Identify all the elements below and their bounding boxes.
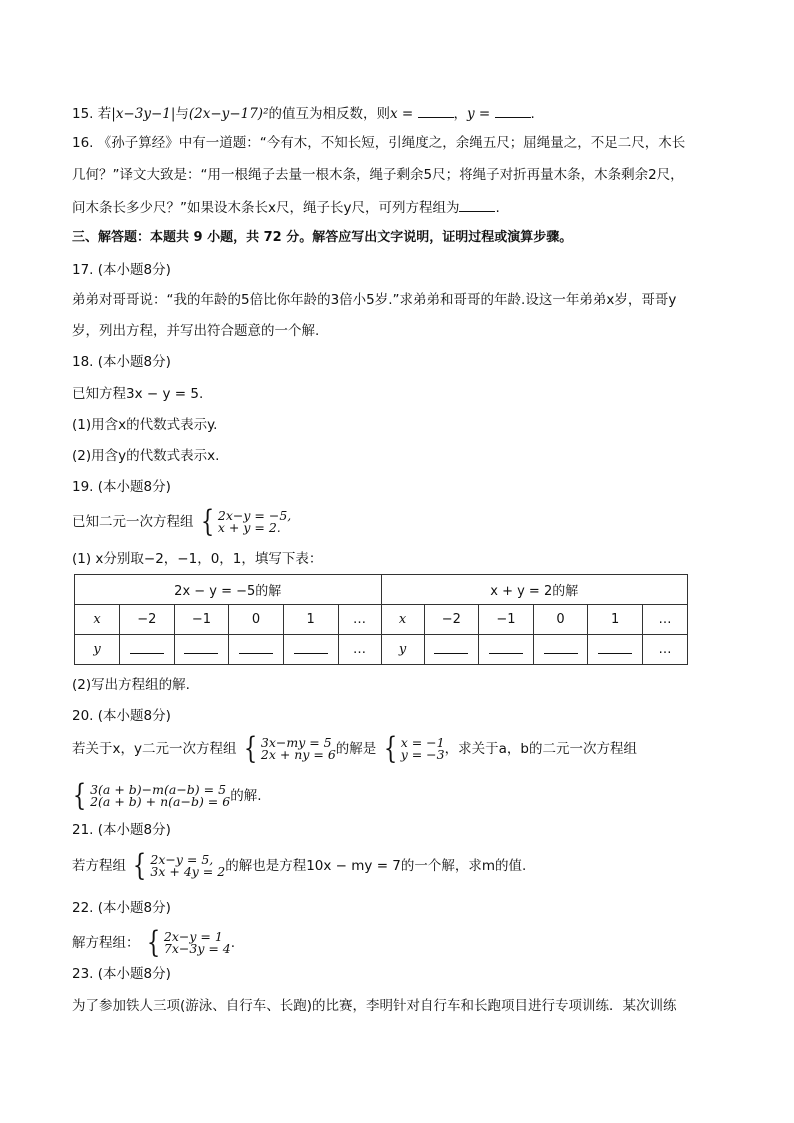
q19-eq2: x + y = 2. xyxy=(217,520,281,535)
q16-end: . xyxy=(495,200,500,216)
q15-suffix: 的值互为相反数，则 xyxy=(268,106,390,122)
q20-eq2: 2x + ny = 6 xyxy=(260,747,336,762)
brace-icon: { xyxy=(200,504,215,539)
q17-header: 17. (本小题8分) xyxy=(72,262,171,278)
q21-header: 21. (本小题8分) xyxy=(72,822,171,838)
q19-header: 19. (本小题8分) xyxy=(72,479,171,495)
table-row-x xyxy=(75,605,688,635)
table-row-y xyxy=(75,635,688,665)
answer-blank xyxy=(239,641,273,654)
q21-eq1: 2x−y = 5, xyxy=(150,852,214,867)
section3-heading: 三、解答题：本题共 9 小题，共 72 分。解答应写出文字说明，证明过程或演算步骤。 xyxy=(72,230,573,245)
q22-system xyxy=(144,925,231,960)
table-x-label: x xyxy=(75,605,120,635)
table-blank-cell xyxy=(424,635,479,665)
q18-header: 18. (本小题8分) xyxy=(72,354,171,370)
brace-icon: { xyxy=(383,731,397,766)
q15-x-eq: x = xyxy=(389,106,414,122)
q20-end: 的解. xyxy=(230,788,262,804)
q15-sq-expr: (2x−y−17)² xyxy=(188,106,269,122)
q19-intro: 已知二元一次方程组 xyxy=(72,514,194,530)
q15-y-eq: y = xyxy=(467,106,491,122)
q20-intro: 若关于x，y二元一次方程组 xyxy=(72,741,237,757)
q20-solution xyxy=(381,731,445,766)
q20-sol1: x = −1 xyxy=(400,735,445,750)
q20-tail: ，求关于a，b的二元一次方程组 xyxy=(444,741,637,757)
answer-blank xyxy=(130,641,164,654)
q17-line2: 岁，列出方程，并写出符合题意的一个解. xyxy=(72,323,320,339)
table-blank-cell xyxy=(174,635,229,665)
q15-end: . xyxy=(530,106,535,122)
q15-y-blank xyxy=(495,103,531,118)
q22-line1 xyxy=(72,925,236,960)
q15-prefix: 15. 若 xyxy=(72,106,112,122)
table-header-row xyxy=(75,575,688,605)
q20-eq1: 3x−my = 5 xyxy=(260,735,332,750)
table-blank-cell xyxy=(533,635,588,665)
q17-line1: 弟弟对哥哥说：“我的年龄的5倍比你年龄的3倍小5岁.”求弟弟和哥哥的年龄.设这一年弟弟x岁，哥哥y xyxy=(72,292,677,308)
q21-intro: 若方程组 xyxy=(72,858,126,874)
answer-blank xyxy=(489,641,523,654)
table-cell: −2 xyxy=(120,605,175,635)
q16-line1: 16. 《孙子算经》中有一道题：“今有木，不知长短，引绳度之，余绳五尺；屈绳量之，不足二尺，木长 xyxy=(72,135,686,151)
table-cell: 0 xyxy=(229,605,284,635)
q16-blank xyxy=(459,197,495,212)
q15-abs-expr: |x−3y−1| xyxy=(111,106,176,122)
q20-eq4: 2(a + b) + n(a−b) = 6 xyxy=(90,794,231,809)
q18-part2: (2)用含y的代数式表示x. xyxy=(72,448,220,464)
q22-eq2: 7x−3y = 4 xyxy=(163,941,231,956)
q21-line1 xyxy=(72,848,527,883)
q16-line3 xyxy=(72,197,500,218)
q19-table xyxy=(74,574,688,665)
table-cell: −1 xyxy=(174,605,229,635)
q23-header: 23. (本小题8分) xyxy=(72,966,171,982)
q21-tail: 的解也是方程10x − my = 7的一个解，求m的值. xyxy=(225,858,527,874)
q20-line2 xyxy=(70,778,262,813)
brace-icon: { xyxy=(72,778,87,813)
q19-part2: (2)写出方程组的解. xyxy=(72,677,190,693)
answer-blank xyxy=(294,641,328,654)
q22-eq1: 2x−y = 1 xyxy=(163,929,223,944)
q19-eq1: 2x−y = −5, xyxy=(217,508,292,523)
table-blank-cell xyxy=(120,635,175,665)
table-cell: … xyxy=(338,635,381,665)
answer-blank xyxy=(184,641,218,654)
table-cell: 1 xyxy=(588,605,643,635)
brace-icon: { xyxy=(243,731,258,766)
q19-intro-line xyxy=(72,504,292,539)
answer-blank xyxy=(434,641,468,654)
q20-system xyxy=(241,731,336,766)
table-cell: −1 xyxy=(479,605,534,635)
table-y-label: y xyxy=(75,635,120,665)
q18-part1: (1)用含x的代数式表示y. xyxy=(72,417,218,433)
q15-line xyxy=(72,103,535,124)
answer-blank xyxy=(544,641,578,654)
q21-eq2: 3x + 4y = 2 xyxy=(150,864,226,879)
table-right-title: x + y = 2的解 xyxy=(381,575,688,605)
table-cell: 0 xyxy=(533,605,588,635)
q20-eq3: 3(a + b)−m(a−b) = 5 xyxy=(90,782,227,797)
q16-line2: 几何？”译文大致是：“用一根绳子去量一根木条，绳子剩余5尺；将绳子对折再量木条，木条剩余2尺， xyxy=(72,167,684,183)
table-y-label: y xyxy=(381,635,424,665)
table-blank-cell xyxy=(283,635,338,665)
q20-line1 xyxy=(72,731,637,766)
q15-mid: 与 xyxy=(175,106,189,122)
q15-sep: ， xyxy=(453,106,467,122)
brace-icon: { xyxy=(133,848,147,883)
brace-icon: { xyxy=(146,925,161,960)
table-cell: 1 xyxy=(283,605,338,635)
table-blank-cell xyxy=(479,635,534,665)
table-cell: −2 xyxy=(424,605,479,635)
q15-x-blank xyxy=(418,103,454,118)
q20-mid: 的解是 xyxy=(335,741,377,757)
q22-header: 22. (本小题8分) xyxy=(72,900,171,916)
table-left-title: 2x − y = −5的解 xyxy=(75,575,382,605)
q21-system xyxy=(130,848,226,883)
q22-end: . xyxy=(230,935,236,951)
q22-intro: 解方程组： xyxy=(72,935,140,951)
table-cell: … xyxy=(338,605,381,635)
table-cell: … xyxy=(643,635,688,665)
q18-line1: 已知方程3x − y = 5. xyxy=(72,386,204,402)
answer-blank xyxy=(598,641,632,654)
q19-part1: (1) x分别取−2，−1，0，1，填写下表： xyxy=(72,551,323,567)
table-blank-cell xyxy=(588,635,643,665)
table-x-label: x xyxy=(381,605,424,635)
table-cell: … xyxy=(643,605,688,635)
q20-sol2: y = −3 xyxy=(400,747,445,762)
q16-line3-text: 问木条长多少尺？”如果设木条长x尺，绳子长y尺，可列方程组为 xyxy=(72,200,460,216)
q23-line1: 为了参加铁人三项(游泳、自行车、长跑)的比赛，李明针对自行车和长跑项目进行专项训练．某次训练 xyxy=(72,998,677,1014)
q20-header: 20. (本小题8分) xyxy=(72,708,171,724)
table-blank-cell xyxy=(229,635,284,665)
q20-system2 xyxy=(70,778,231,813)
q19-system xyxy=(198,504,292,539)
